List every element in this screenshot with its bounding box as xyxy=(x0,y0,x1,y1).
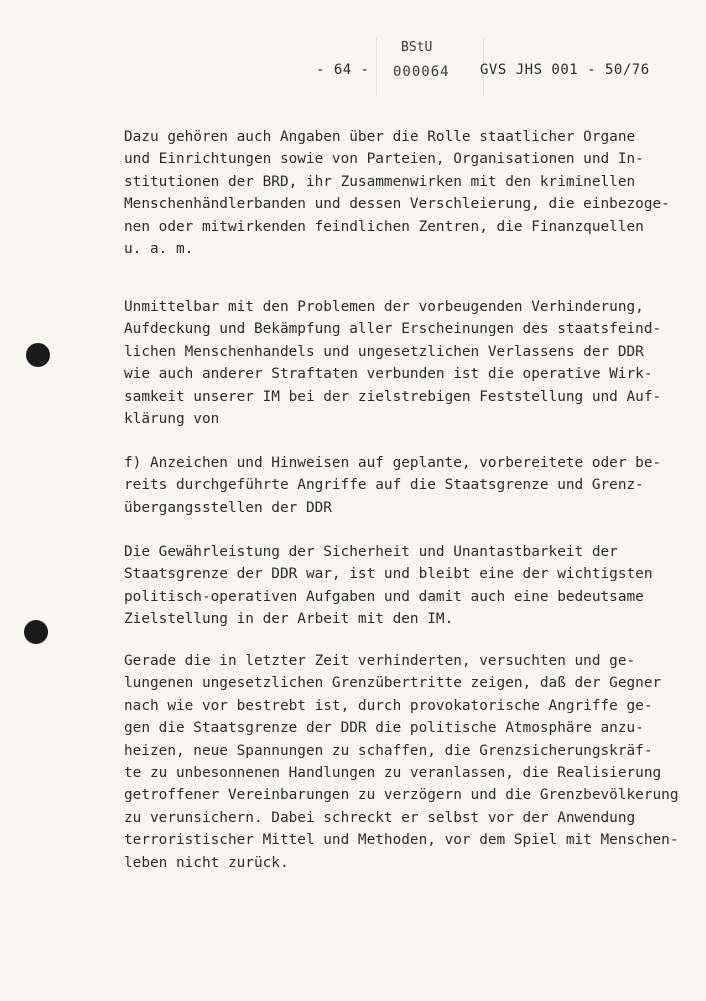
punch-hole-upper xyxy=(26,343,50,367)
paragraph-border-security: Die Gewährleistung der Sicherheit und Unantastbarkeit der Staatsgrenze der DDR war, ist und bleibt eine der wichtigsten politisch-operativen Aufgaben und damit auch eine bedeutsame Zielstellung in der Arbeit mit den IM. xyxy=(124,544,653,628)
archive-stamp xyxy=(376,38,484,96)
page-number: - 64 - xyxy=(316,62,370,78)
paragraph-item-f: f) Anzeichen und Hinweisen auf geplante, vorbereitete oder be- reits durchgeführte Angriffe auf die Staatsgrenze und Grenz- übergangsstellen der DDR xyxy=(124,455,662,516)
document-reference: GVS JHS 001 - 50/76 xyxy=(480,62,650,78)
paragraph-intro: Dazu gehören auch Angaben über die Rolle staatlicher Organe und Einrichtungen sowie von Parteien, Organisationen und In- stitutionen der BRD, ihr Zusammenwirken mit den kriminellen Menschenhändlerbanden und dessen Verschleierung, die einbezoge- nen oder mitwirkenden feindlichen Zentren, die Finanzquellen u. a. m. xyxy=(124,129,670,258)
paragraph-operative: Unmittelbar mit den Problemen der vorbeugenden Verhinderung, Aufdeckung und Bekämpfung aller Erscheinungen des staatsfeind- lichen Menschenhandels und ungesetzlichen Verlassens der DDR wie auch anderer Straftaten verbunden ist die operative Wirk- samkeit unserer IM bei der zielstrebigen Feststellung und Auf- klärung von xyxy=(124,299,662,428)
stamp-number: 000064 xyxy=(393,64,450,80)
punch-hole-lower xyxy=(24,620,48,644)
stamp-label: BStU xyxy=(401,40,433,55)
paragraph-border-crossings: Gerade die in letzter Zeit verhinderten, versuchten und ge- lungenen ungesetzlichen Grenzübertritte zeigen, daß der Gegner nach wie vor bestrebt ist, durch provokatorische Angriffe ge- gen die Staatsgrenze der DDR die politische Atmosphäre anzu- heizen, neue Spannungen zu schaffen, die Grenzsicherungskräf- te zu unbesonnenen Handlungen zu veranlassen, die Realisierung getroffener Vereinbarungen zu verzögern und die Grenzbevölkerung zu verunsichern. Dabei schreckt er selbst vor der Anwendung terroristischer Mittel und Methoden, vor dem Spiel mit Menschen- leben nicht zurück. xyxy=(124,653,679,871)
